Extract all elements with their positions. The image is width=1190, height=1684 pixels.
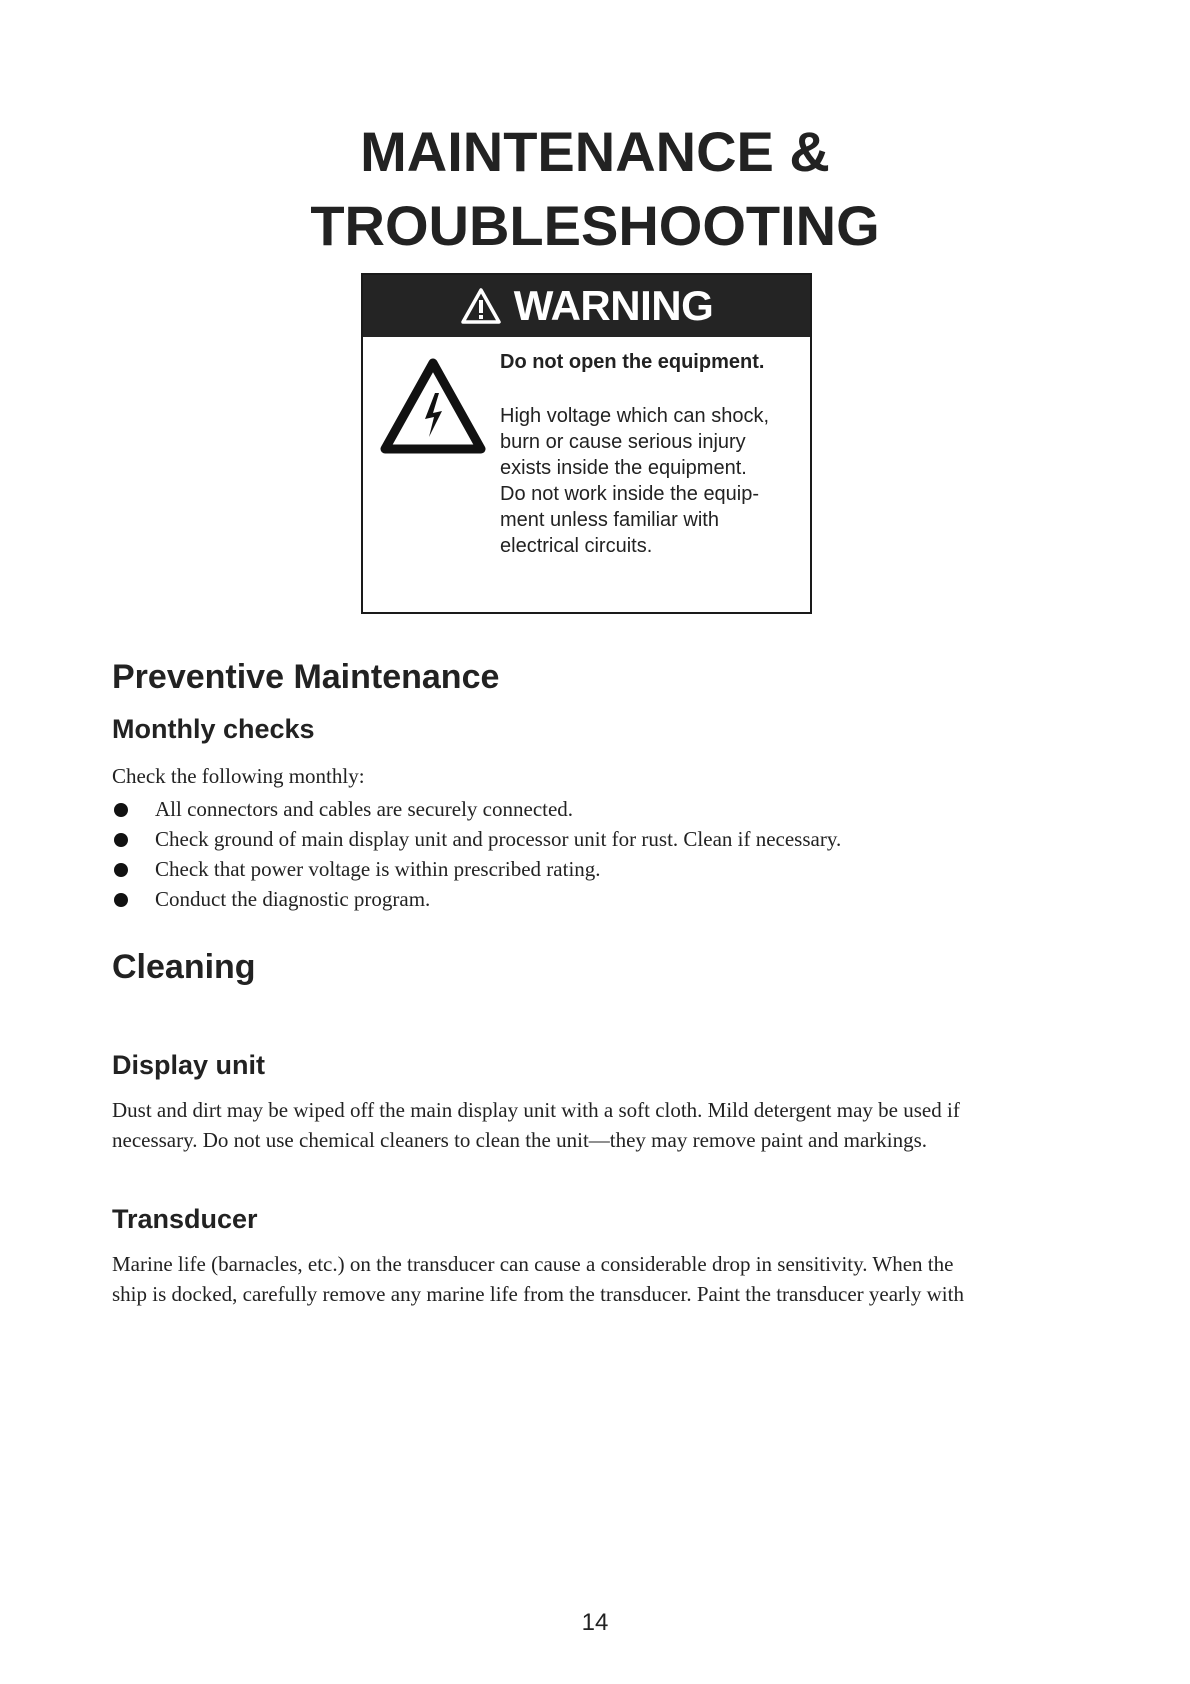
warning-header-label: WARNING	[513, 282, 714, 329]
display-unit-text-line: Dust and dirt may be wiped off the main display unit with a soft cloth. Mild detergent may be used if	[112, 1098, 960, 1122]
page-title-line-2: TROUBLESHOOTING	[310, 194, 880, 257]
cleaning-heading: Cleaning	[112, 948, 256, 986]
page-number: 14	[581, 1609, 609, 1636]
display-unit-text-line: necessary. Do not use chemical cleaners to clean the unit—they may remove paint and markings.	[112, 1128, 928, 1152]
monthly-checks-heading: Monthly checks	[112, 714, 315, 744]
warning-box	[361, 273, 812, 614]
bullet-icon	[114, 893, 128, 907]
warning-triangle-icon	[460, 287, 502, 325]
warning-body-line: burn or cause serious injury	[500, 431, 746, 453]
bullet-icon	[114, 833, 128, 847]
display-unit-heading: Display unit	[112, 1050, 266, 1080]
transducer-text-line: ship is docked, carefully remove any marine life from the transducer. Paint the transducer yearly with	[112, 1282, 964, 1306]
warning-body-line: ment unless familiar with	[500, 509, 719, 531]
warning-body-line: Do not work inside the equip-	[500, 483, 760, 505]
manual-page: MAINTENANCE & TROUBLESHOOTING WARNING Do not open the equipment. High voltage which can shock, burn or cause serious injury exists inside the equipment. Do not work inside the equip- ment unless familiar with electrical circuits. Preventive Maintenance Monthly checks Check the following monthly: All connectors and cables are securely connected. Check ground of main display unit and processor unit for rust. Clean if necessary. Check that power voltage is within prescribed rating. Conduct the diagnostic program. Cleaning Display unit Dust and dirt may be wiped off the main display unit with a soft cloth. Mild detergent may be used if necessary. Do not use chemical cleaners to clean the unit—they may remove paint and markings. Transducer Marine life (barnacles, etc.) on the transducer can cause a considerable drop in sensitivity. When the ship is docked, carefully remove any marine life from the transducer. Paint the transducer yearly with 14	[0, 0, 1190, 1684]
preventive-maintenance-heading: Preventive Maintenance	[112, 658, 500, 696]
monthly-checks-intro: Check the following monthly:	[112, 764, 365, 788]
bullet-icon	[114, 863, 128, 877]
warning-header	[363, 275, 810, 337]
high-voltage-icon	[379, 357, 487, 457]
bullet-icon	[114, 803, 128, 817]
page-title-line-1: MAINTENANCE &	[360, 120, 830, 183]
transducer-text-line: Marine life (barnacles, etc.) on the transducer can cause a considerable drop in sensitivity. When the	[112, 1252, 954, 1276]
transducer-heading: Transducer	[112, 1204, 258, 1234]
warning-bold-line: Do not open the equipment.	[500, 351, 765, 373]
warning-body-line: electrical circuits.	[500, 535, 653, 557]
warning-body	[500, 403, 800, 559]
warning-body-line: exists inside the equipment.	[500, 457, 747, 479]
warning-body-line: High voltage which can shock,	[500, 405, 770, 427]
